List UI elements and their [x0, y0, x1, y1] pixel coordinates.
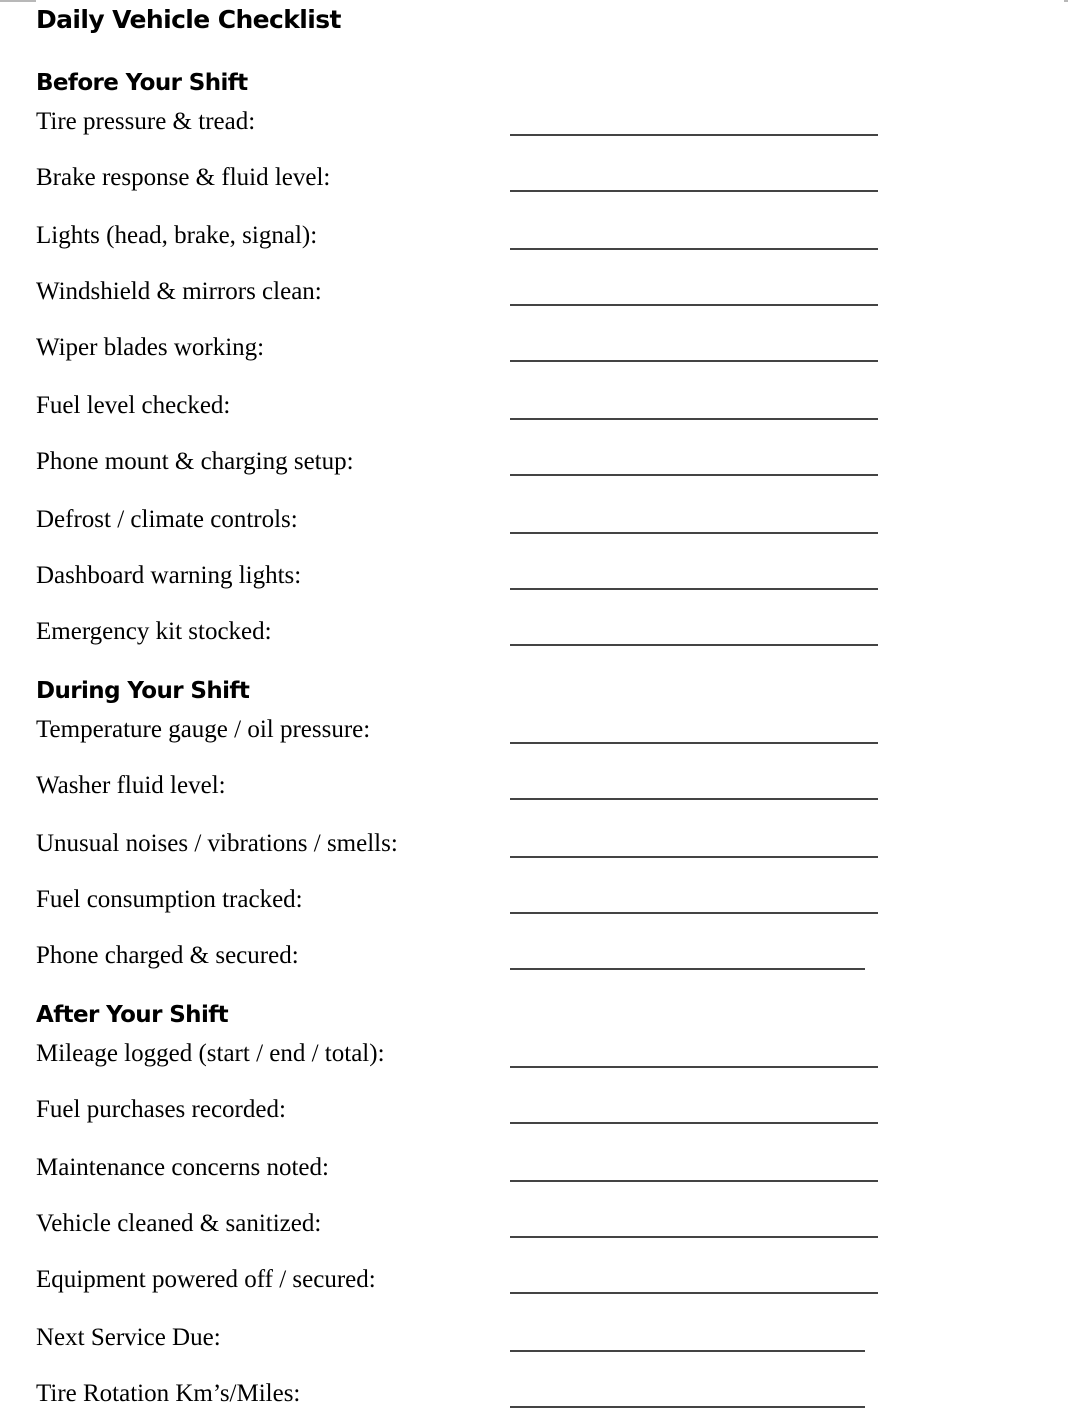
checklist-row — [36, 1210, 936, 1250]
answer-line[interactable] — [510, 360, 878, 362]
item-label: Windshield & mirrors clean: — [36, 278, 322, 305]
checklist-row — [36, 448, 936, 488]
answer-line[interactable] — [510, 1350, 865, 1352]
item-label: Equipment powered off / secured: — [36, 1266, 376, 1293]
checklist-row — [36, 772, 936, 812]
item-label: Unusual noises / vibrations / smells: — [36, 830, 398, 857]
checklist-row — [36, 506, 936, 546]
item-label: Next Service Due: — [36, 1324, 221, 1351]
page-title: Daily Vehicle Checklist — [36, 5, 341, 34]
item-label: Dashboard warning lights: — [36, 562, 302, 589]
checklist-row — [36, 392, 936, 432]
item-label: Wiper blades working: — [36, 334, 265, 361]
page-corner-mark — [0, 0, 36, 2]
answer-line[interactable] — [510, 1122, 878, 1124]
answer-line[interactable] — [510, 912, 878, 914]
checklist-row — [36, 334, 936, 374]
item-label: Washer fluid level: — [36, 772, 226, 799]
checklist-row — [36, 108, 936, 148]
checklist-row — [36, 562, 936, 602]
answer-line[interactable] — [510, 1292, 878, 1294]
section-heading-after-shift: After Your Shift — [36, 1002, 229, 1028]
item-label: Fuel level checked: — [36, 392, 231, 419]
checklist-row — [36, 618, 936, 658]
item-label: Lights (head, brake, signal): — [36, 222, 318, 249]
checklist-row — [36, 1324, 936, 1364]
answer-line[interactable] — [510, 248, 878, 250]
item-label: Phone charged & secured: — [36, 942, 299, 969]
checklist-row — [36, 164, 936, 204]
item-label: Maintenance concerns noted: — [36, 1154, 329, 1181]
answer-line[interactable] — [510, 742, 878, 744]
checklist-row — [36, 1154, 936, 1194]
checklist-row — [36, 278, 936, 318]
checklist-row — [36, 1040, 936, 1080]
checklist-row — [36, 1096, 936, 1136]
item-label: Defrost / climate controls: — [36, 506, 298, 533]
answer-line[interactable] — [510, 856, 878, 858]
item-label: Temperature gauge / oil pressure: — [36, 716, 371, 743]
answer-line[interactable] — [510, 798, 878, 800]
item-label: Brake response & fluid level: — [36, 164, 331, 191]
page-corner-mark — [1064, 0, 1068, 2]
checklist-row — [36, 830, 936, 870]
checklist-row — [36, 886, 936, 926]
item-label: Phone mount & charging setup: — [36, 448, 354, 475]
answer-line[interactable] — [510, 644, 878, 646]
item-label: Mileage logged (start / end / total): — [36, 1040, 385, 1067]
checklist-row — [36, 1266, 936, 1306]
answer-line[interactable] — [510, 304, 878, 306]
checklist-row — [36, 942, 936, 982]
answer-line[interactable] — [510, 588, 878, 590]
answer-line[interactable] — [510, 532, 878, 534]
section-heading-before-shift: Before Your Shift — [36, 70, 248, 96]
checklist-row — [36, 222, 936, 262]
checklist-row — [36, 716, 936, 756]
answer-line[interactable] — [510, 418, 878, 420]
item-label: Fuel consumption tracked: — [36, 886, 303, 913]
checklist-row — [36, 1380, 936, 1420]
item-label: Fuel purchases recorded: — [36, 1096, 286, 1123]
answer-line[interactable] — [510, 134, 878, 136]
answer-line[interactable] — [510, 474, 878, 476]
answer-line[interactable] — [510, 190, 878, 192]
answer-line[interactable] — [510, 968, 865, 970]
answer-line[interactable] — [510, 1406, 865, 1408]
item-label: Emergency kit stocked: — [36, 618, 272, 645]
item-label: Tire Rotation Km’s/Miles: — [36, 1380, 301, 1407]
answer-line[interactable] — [510, 1236, 878, 1238]
answer-line[interactable] — [510, 1180, 878, 1182]
section-heading-during-shift: During Your Shift — [36, 678, 250, 704]
item-label: Vehicle cleaned & sanitized: — [36, 1210, 322, 1237]
item-label: Tire pressure & tread: — [36, 108, 256, 135]
answer-line[interactable] — [510, 1066, 878, 1068]
